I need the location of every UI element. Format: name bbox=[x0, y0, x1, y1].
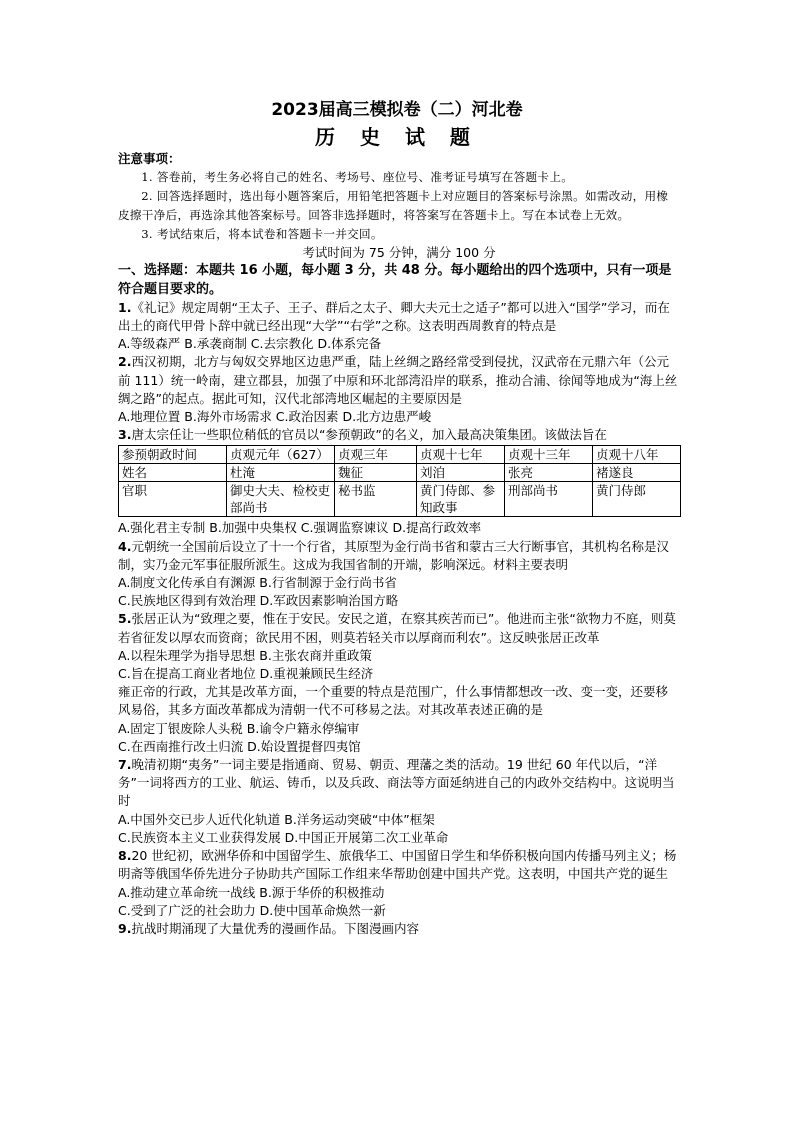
question-options: C.民族资本主义工业获得发展 D.中国正开展第二次工业革命 bbox=[118, 829, 449, 845]
question-stem: 抗战时期涌现了大量优秀的漫画作品。下图漫画内容 bbox=[131, 920, 419, 936]
question-number: 5. bbox=[118, 611, 132, 627]
question-number: 7. bbox=[118, 757, 132, 773]
question-number: 1. bbox=[118, 299, 132, 315]
question-options: A.固定丁银废除人头税 B.谕令户籍永停编审 bbox=[118, 720, 360, 736]
officials-table bbox=[118, 445, 681, 517]
question-options: A.制度文化传承自有渊源 B.行省制源于金行尚书省 bbox=[118, 575, 397, 591]
question-stem: 西汉初期，北方与匈奴交界地区边患严重，陆上丝绸之路经常受到侵扰，汉武帝在元鼎六年（公元前 111）统一岭南，建立郡县，加强了中原和环北部湾沿岸的联系，推动合浦、徐闻等地成为“海上丝绸之路”的起点。据此可知，汉代北部湾地区崛起的主要原因是 bbox=[118, 354, 678, 406]
question-8 bbox=[118, 847, 680, 883]
note-item: 2. 回答选择题时，选出每小题答案后，用铅笔把答题卡上对应题目的答案标号涂黑。如需改动，用橡皮擦干净后，再选涂其他答案标号。回答非选择题时，将答案写在答题卡上。写在本试卷上无效。 bbox=[118, 189, 669, 223]
subject-title: 历 史 试 题 bbox=[315, 125, 479, 149]
question-options: C.民族地区得到有效治理 D.军政因素影响治国方略 bbox=[118, 593, 399, 609]
question-7 bbox=[118, 756, 680, 811]
question-4 bbox=[118, 538, 680, 574]
question-options: A.中国外交已步人近代化轨道 B.洋务运动突破“中体”框架 bbox=[118, 811, 435, 827]
question-number: 4. bbox=[118, 538, 132, 554]
table-cell: 贞观十三年 bbox=[505, 446, 593, 464]
question-5 bbox=[118, 610, 680, 646]
question-number: 8. bbox=[118, 848, 132, 864]
table-row bbox=[119, 482, 681, 517]
question-number: 2. bbox=[118, 354, 132, 370]
table-row bbox=[119, 446, 681, 464]
question-stem: 元朝统一全国前后设立了十一个行省，其原型为金行尚书省和蒙古三大行断事官，其机构名称是汉制，实乃金元军事征服所派生。这成为我国省制的开端，影响深远。材料主要表明 bbox=[118, 538, 669, 572]
question-options: A.等级森严 B.承袭商制 C.去宗教化 D.体系完备 bbox=[118, 336, 382, 352]
question-3 bbox=[118, 426, 680, 444]
table-cell: 贞观元年（627） bbox=[227, 446, 335, 464]
note-item: 3. 考试结束后，将本试卷和答题卡一并交回。 bbox=[141, 227, 383, 242]
question-options: A.地理位置 B.海外市场需求 C.政治因素 D.北方边患严峻 bbox=[118, 409, 432, 425]
table-cell: 魏征 bbox=[335, 464, 417, 482]
table-row bbox=[119, 464, 681, 482]
question-options: A.推动建立革命统一战线 B.源于华侨的积极推动 bbox=[118, 884, 385, 900]
table-cell: 黄门侍郎 bbox=[593, 482, 681, 517]
table-cell: 贞观十七年 bbox=[417, 446, 505, 464]
table-cell: 贞观十八年 bbox=[593, 446, 681, 464]
question-stem: 晚清初期“夷务”一词主要是指通商、贸易、朝贡、理藩之类的活动。19 世纪 60 年代以后，“洋务”一词将西方的工业、航运、铸币，以及兵政、商法等方面延纳进自己的内政外交结构中。这说明当时 bbox=[118, 757, 675, 809]
table-cell: 参预朝政时间 bbox=[119, 446, 227, 464]
question-options: C.在西南推行改土归流 D.始设置提督四夷馆 bbox=[118, 738, 361, 754]
note-item: 1. 答卷前，考生务必将自己的姓名、考场号、座位号、准考证号填写在答题卡上。 bbox=[141, 170, 574, 185]
table-cell: 杜淹 bbox=[227, 464, 335, 482]
question-options: C.受到了广泛的社会助力 D.使中国革命焕然一新 bbox=[118, 902, 386, 918]
question-2 bbox=[118, 353, 680, 408]
table-cell: 御史大夫、检校吏部尚书 bbox=[227, 482, 335, 517]
table-cell: 张亮 bbox=[505, 464, 593, 482]
table-cell: 官职 bbox=[119, 482, 227, 517]
section-heading: 一、选择题：本题共 16 小题，每小题 3 分，共 48 分。每小题给出的四个选项中，只有一项是符合题目要求的。 bbox=[118, 263, 672, 297]
table-cell: 黄门侍郎、参知政事 bbox=[417, 482, 505, 517]
table-cell: 姓名 bbox=[119, 464, 227, 482]
table-cell: 刑部尚书 bbox=[505, 482, 593, 517]
question-number: 9. bbox=[118, 920, 132, 936]
exam-title: 2023届高三模拟卷（二）河北卷 bbox=[271, 100, 523, 120]
notes-heading: 注意事项： bbox=[118, 151, 181, 166]
table-cell: 褚遂良 bbox=[593, 464, 681, 482]
table-cell: 刘洎 bbox=[417, 464, 505, 482]
table-cell: 贞观三年 bbox=[335, 446, 417, 464]
question-9 bbox=[118, 920, 680, 938]
question-stem: 20 世纪初，欧洲华侨和中国留学生、旅俄华工、中国留日学生和华侨积极向国内传播马列主义；杨明斋等俄国华侨先进分子协助共产国际工作组来华帮助创建中国共产党。这表明，中国共产党的诞生 bbox=[118, 848, 677, 882]
question-number: 3. bbox=[118, 427, 132, 443]
question-stem: 张居正认为“致理之要，惟在于安民。安民之道，在察其疾苦而已”。他进而主张“欲物力不庭，则莫若省征发以厚农而资商；欲民用不困，则莫若轻关市以厚商而利农”。这反映张居正改革 bbox=[118, 611, 676, 645]
question-stem: 雍正帝的行政，尤其是改革方面，一个重要的特点是范围广，什么事情都想改一改、变一变，还要移风易俗，其多方面改革都成为清朝一代不可移易之法。对其改革表述正确的是 bbox=[118, 684, 669, 718]
exam-time: 考试时间为 75 分钟，满分 100 分 bbox=[302, 245, 496, 261]
question-stem: 《礼记》规定周朝“王太子、王子、群后之太子、卿大夫元士之适子”都可以进入“国学”学习，而在出土的商代甲骨卜辞中就已经出现“大学”“右学”之称。这表明西周教育的特点是 bbox=[118, 299, 670, 334]
question-6 bbox=[118, 683, 680, 719]
question-options: A.强化君主专制 B.加强中央集权 C.强调监察谏议 D.提高行政效率 bbox=[118, 520, 482, 536]
question-options: A.以程朱理学为指导思想 B.主张农商并重政策 bbox=[118, 647, 372, 663]
question-1 bbox=[118, 299, 680, 335]
table-cell: 秘书监 bbox=[335, 482, 417, 517]
exam-content bbox=[118, 150, 680, 938]
question-options: C.旨在提高工商业者地位 D.重视兼顾民生经济 bbox=[118, 666, 374, 682]
question-stem: 唐太宗任让一些职位稍低的官员以“参预朝政”的名义，加入最高决策集团。该做法旨在 bbox=[131, 427, 607, 443]
